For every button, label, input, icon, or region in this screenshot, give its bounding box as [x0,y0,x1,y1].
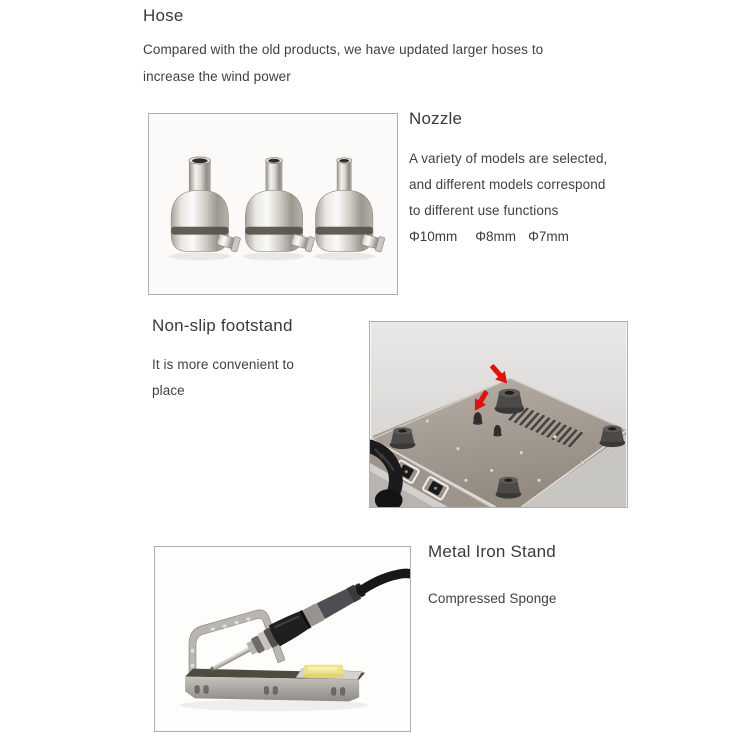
three-nozzles-illustration [149,114,397,294]
iron-stand-section-body [428,586,648,612]
nozzle-section-body [409,146,669,224]
rubber-foot [496,477,522,499]
nozzle-body-line: to different use functions [409,203,559,218]
hose-body-line: increase the wind power [143,69,291,84]
nozzle-size-10mm: Φ10mm [409,229,458,244]
iron-stand-section-title: Metal Iron Stand [428,542,556,561]
hose-section-body [143,36,643,90]
hose-section-title: Hose [143,6,184,25]
nozzle-photo [148,113,398,295]
footstand-section-body [152,352,342,404]
footstand-body-line: place [152,383,185,398]
nozzle-section-title: Nozzle [409,109,463,128]
iron-stand-photo [154,546,411,732]
rubber-foot [390,427,416,449]
iron-stand-body-line: Compressed Sponge [428,591,557,606]
nozzle-sizes-row [409,229,569,244]
footstand-photo [369,321,628,508]
rubber-feet-illustration [370,322,627,507]
footstand-body-line: It is more convenient to [152,357,294,372]
nozzle-body-line: and different models correspond [409,177,606,192]
rubber-foot [495,389,525,414]
nozzle-size-7mm: Φ7mm [528,229,569,244]
nozzle-size-8mm: Φ8mm [475,229,517,244]
footstand-section-title: Non-slip footstand [152,316,293,335]
soldering-iron-stand-illustration [155,547,410,731]
hose-body-line: Compared with the old products, we have updated larger hoses to [143,42,544,57]
rubber-foot [599,425,625,447]
nozzle-body-line: A variety of models are selected, [409,151,608,166]
